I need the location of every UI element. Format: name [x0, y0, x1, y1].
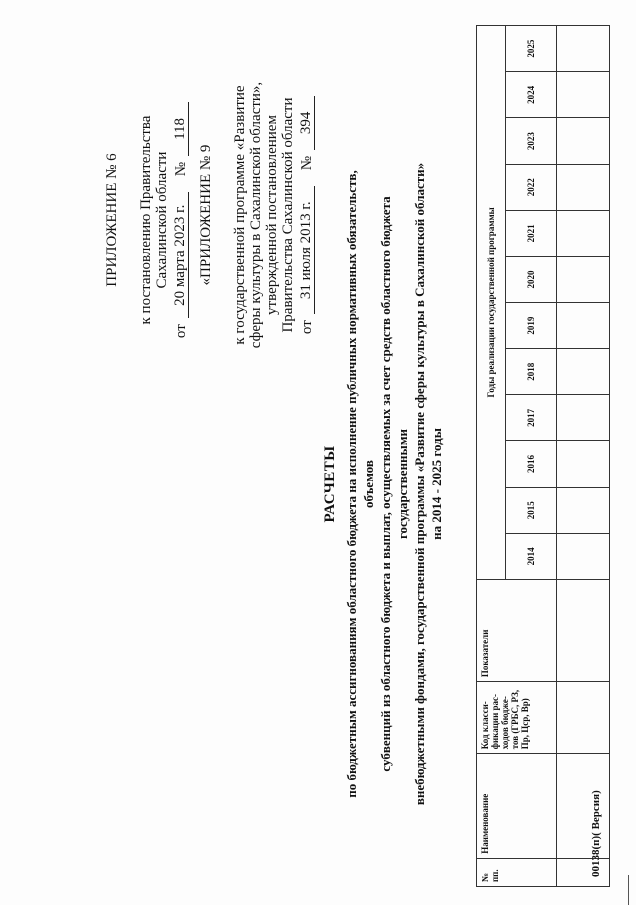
header-year-2024: 2024: [506, 72, 557, 118]
prior-appendix-title: «ПРИЛОЖЕНИЕ № 9: [198, 144, 214, 286]
prior-appendix-date: 31 июля 2013 г.: [298, 186, 315, 314]
document-title-line-4: на 2014 - 2025 годы: [429, 428, 444, 540]
header-year-2019: 2019: [506, 303, 557, 349]
table-cell: [557, 487, 610, 533]
prior-appendix-line-2: сферы культуры в Сахалинской области»,: [248, 81, 264, 349]
document-title-line-1: по бюджетным ассигнованиям областного бюджета на исполнение публичных нормативных обязательств, объемов: [344, 170, 376, 798]
document-title-block: [322, 159, 445, 809]
header-year-2020: 2020: [506, 256, 557, 302]
prior-appendix-num-label: №: [299, 155, 315, 171]
header-year-2018: 2018: [506, 349, 557, 395]
prior-appendix-line-1: к государственной программе «Развитие: [232, 85, 248, 345]
appendix-header: [104, 95, 189, 345]
header-year-2016: 2016: [506, 441, 557, 487]
table-cell: [557, 579, 610, 681]
document-heading: РАСЧЕТЫ: [322, 445, 338, 523]
document-title-line-2: субвенций из областного бюджета и выплат, осуществляемых за счет средств областного бюджета государственными: [378, 196, 410, 772]
header-name: Наименование: [477, 754, 557, 858]
divider: [628, 875, 629, 905]
footer-code: 00138(п)( Версия): [590, 790, 602, 877]
header-year-2023: 2023: [506, 118, 557, 164]
header-year-2021: 2021: [506, 210, 557, 256]
calculation-table: [476, 25, 610, 887]
table-cell: [557, 682, 610, 754]
table-header-row: [477, 26, 506, 887]
header-year-2025: 2025: [506, 26, 557, 72]
document-title-line-3: внебюджетными фондами, государственной программы «Развитие сферы культуры в Сахалинской области»: [412, 162, 427, 806]
header-years-group: Годы реализации государственной программы: [477, 26, 506, 580]
prior-appendix-header: [198, 45, 315, 385]
appendix-ot-label: от: [173, 324, 189, 339]
table-cell: [557, 349, 610, 395]
table-row: [557, 26, 610, 887]
prior-appendix-signature-row: [298, 45, 315, 385]
header-num: № пп.: [477, 858, 557, 886]
table-cell: [557, 210, 610, 256]
appendix-num-label: №: [173, 161, 189, 177]
appendix-title: ПРИЛОЖЕНИЕ № 6: [104, 153, 120, 287]
prior-appendix-line-3: утвержденной постановлением: [264, 115, 280, 315]
table-cell: [557, 164, 610, 210]
header-year-2017: 2017: [506, 395, 557, 441]
header-code: Код класси- фикации рас- ходов бюдже- тов (ГРБС, РЗ, Пр, Цср, Вр): [477, 682, 557, 754]
table-cell: [557, 533, 610, 579]
appendix-line-1: к постановлению Правительства: [138, 115, 154, 325]
header-year-2014: 2014: [506, 533, 557, 579]
header-year-2015: 2015: [506, 487, 557, 533]
appendix-date: 20 марта 2023 г.: [172, 192, 189, 318]
table-cell: [557, 72, 610, 118]
prior-appendix-ot-label: от: [299, 320, 315, 335]
appendix-line-2: Сахалинской области: [154, 151, 170, 289]
header-indicators: Показатели: [477, 579, 557, 681]
table-cell: [557, 303, 610, 349]
header-year-2022: 2022: [506, 164, 557, 210]
table-cell: [557, 256, 610, 302]
appendix-number: 118: [172, 102, 189, 156]
table-cell: [557, 441, 610, 487]
prior-appendix-line-4: Правительства Сахалинской области: [280, 97, 296, 333]
prior-appendix-number: 394: [298, 96, 315, 150]
table-cell: [557, 395, 610, 441]
table-cell: [557, 118, 610, 164]
table-cell: [557, 26, 610, 72]
appendix-signature-row: [172, 95, 189, 345]
